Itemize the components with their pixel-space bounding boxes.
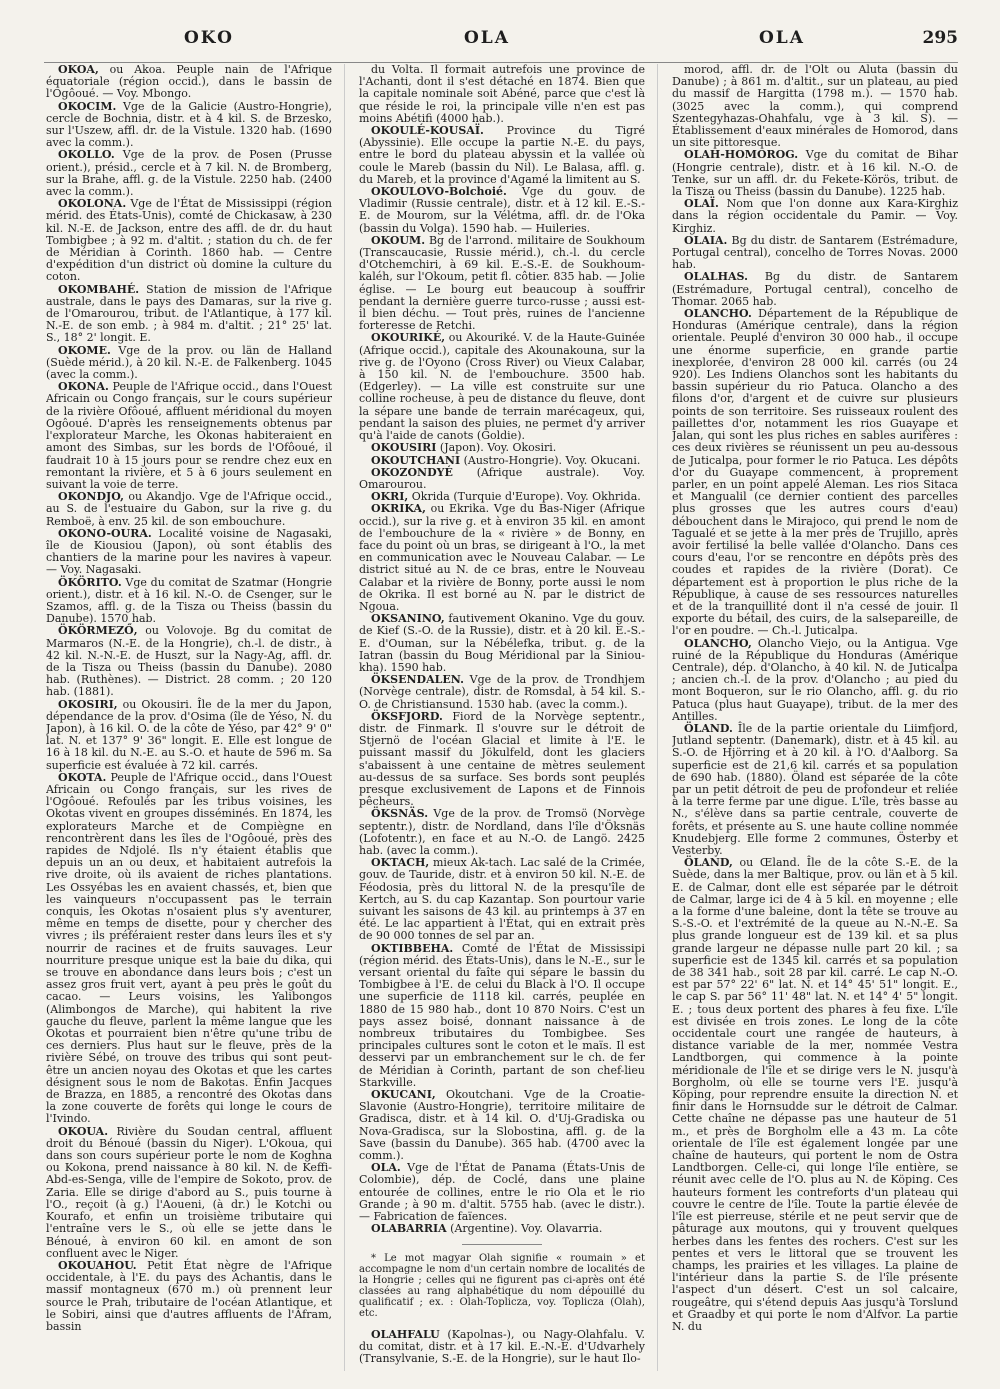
entry-text: Vge du gouv. de Vladimir (Russie centrale), distr. et à 12 kil. E.-S.-E. de Mourom, sur la Vélétma, affl. dr. de l'Oka (bassin du Volga). 1590 hab. — Huileries. xyxy=(359,185,645,235)
dictionary-entry xyxy=(46,345,332,382)
entry-text: (Japon). Voy. Okosiri. xyxy=(436,441,557,455)
entry-text: Okrida (Turquie d'Europe). Voy. Okhrida. xyxy=(408,490,641,504)
entry-headword: OLANCHO. xyxy=(684,307,752,321)
entry-headword: ÖLAND, xyxy=(684,856,733,870)
entry-text: du Volta. Il formait autrefois une province de l'Achanti, dont il s'est détaché en 1874. Bien que la capitale nominale soit Abéné, parce que c'est là que réside le roi, la principale ville n'en est pas moins Abétifi (4000 hab.). xyxy=(359,64,645,125)
entry-headword: OKOUA. xyxy=(58,1124,109,1138)
entry-headword: ÖKSENDALEN. xyxy=(371,673,464,687)
entry-headword: OKOZONDYÉ xyxy=(371,465,453,479)
dictionary-entry xyxy=(46,381,332,491)
entry-headword: OKSANINO, xyxy=(371,612,445,626)
entry-headword: OKOME. xyxy=(58,343,111,357)
dictionary-entry xyxy=(359,1089,645,1162)
entry-headword: OKOULÉ-KOUSAÏ. xyxy=(371,124,484,138)
entry-headword: ÖKSNÄS. xyxy=(371,807,429,821)
entry-headword: OKRIKA, xyxy=(371,502,426,516)
entry-headword: OLAIA. xyxy=(684,233,728,247)
dictionary-entry xyxy=(46,528,332,577)
dictionary-entry xyxy=(359,943,645,1089)
entry-headword: OKTIBBEHA. xyxy=(371,941,454,955)
dictionary-entry xyxy=(46,198,332,283)
text-columns xyxy=(46,64,958,1371)
entry-text: Vge du comitat de Szatmar (Hongrie orient.), distr. et à 16 kil. N.-O. de Csenger, sur le Szamos, affl. g. de la Tisza ou Theiss (bassin du Danube). 1570 hab. xyxy=(46,575,332,626)
dictionary-entry xyxy=(46,577,332,626)
entry-text: Peuple de l'Afrique occid., dans l'Ouest Africain ou Congo français, sur le cours supérieur de la rivière Ofôoué, affluent méridional du moyen Ogôoué. D'après les renseignements obtenus par l'explorateur Marche, les Okonas habiteraient en amont des Simbas, sur les bords de l'Ofôoué, il faudrait 10 à 15 jours pour se rendre chez eux en remontant la rivière, et 5 à 6 jours seulement en suivant la voie de terre. xyxy=(46,380,332,491)
entry-text: Nom que l'on donne aux Kara-Kirghiz dans la région occidentale du Pamir. — Voy. Kirghiz. xyxy=(672,197,958,235)
entry-text: ou Akouriké. V. de la Haute-Guinée (Afrique occid.), capitale des Akounakouna, sur la rive g. de l'Oyono (Cross River) ou Vieux Calabar, à 150 kil. N. de l'embouchure. 3500 hab. (Edgerley). — La ville est construite sur une colline rocheuse, à peu de distance du fleuve, dont la sépare une bande de terrain marécageux, qui, pendant la saison des pluies, ne permet d'y arriver qu'à l'aide de canots (Goldie). xyxy=(359,331,645,443)
entry-headword: OLAH-HOMOROG. xyxy=(684,148,799,162)
entry-headword: OKOLONA. xyxy=(58,197,127,211)
dictionary-entry xyxy=(359,186,645,235)
entry-text: fautivement Okanino. Vge du gouv. de Kief (S.-O. de la Russie), distr. et à 20 kil. E.-S.-E. d'Ouman, sur la Nébélefka, tribut. g. de la Iatran (bassin du Boug Méridional par la Siniou-kha). 1590 hab. xyxy=(359,612,645,674)
entry-headword: OKONA. xyxy=(58,380,109,394)
dictionary-entry xyxy=(672,149,958,198)
entry-text: Vge de l'État de Panama (États-Unis de Colombie), dép. de Coclé, dans une plaine entourée de collines, entre le rio Ola et le rio Grande ; à 90 m. d'altit. 5755 hab. (avec le distr.). — Fabrication de faïences. xyxy=(359,1161,645,1224)
footnote-separator xyxy=(462,1244,542,1245)
entry-headword: OKOURIKÉ, xyxy=(371,331,446,345)
entry-text: ou Akoa. Peuple nain de l'Afrique équatoriale (région occid.), dans le bassin de l'Ogôoué. — Voy. Mbongo. xyxy=(46,64,332,101)
dictionary-entry xyxy=(46,64,332,101)
entry-text: Okoutchani. Vge de la Croatie-Slavonie (Austro-Hongrie), territoire militaire de Gradisca, distr. et à 14 kil. O. d'Uj-Gradiska ou Nova-Gradisca, sur la Slobostina, affl. g. de la Save (bassin du Danube). 365 hab. (4700 avec la comm.). xyxy=(359,1088,645,1163)
entry-text: Vge de la prov. de Tromsö (Norvège septentr.), distr. de Nordland, dans l'île d'Öksnäs (Lofotentr.), en face et au N.-O. de Langö. 2425 hab. (avec la comm.). xyxy=(359,807,645,857)
entry-text: (Austro-Hongrie). Voy. Okucani. xyxy=(460,453,641,467)
dictionary-entry xyxy=(359,332,645,442)
entry-text: (Argentine). Voy. Olavarria. xyxy=(446,1222,603,1236)
entry-text: ou Œland. Île de la côte S.-E. de la Suède, dans la mer Baltique, prov. ou län et à 5 kil. E. de Calmar, dont elle est séparée par le détroit de Calmar, large ici de 4 à 5 kil. en moyenne ; elle a la forme d'une baleine, dont la tête se trouve au S.-S.-O. et l'extrémité de la queue au N.-N.-E. Sa plus grande longueur est de 139 kil. et sa plus grande largeur ne dépasse nulle part 20 kil. ; sa superficie est de 1345 kil. carrés et sa population de 38 341 hab., soit 28 par kil. carré. Le cap N.-O. est par 57° 22' 6" lat. N. et 14° 45' 51" longit. E., le cap S. par 56° 11' 48" lat. N. et 14° 4' 5" longit. E. ; tous deux portent des phares à feu fixe. L'île est divisée en trois zones. Le long de la côte occidentale court une rangée de hauteurs, à distance variable de la mer, nommée Vestra Landtborgen, qui commence à la pointe méridionale de l'île et se dirige vers le N. jusqu'à Borgholm, où elle se tourne vers l'E. jusqu'à Köping, pour reprendre ensuite la direction N. et finir dans le Hornsudde sur le détroit de Calmar. Cette chaîne ne dépasse pas une hauteur de 51 m., et près de Borgholm elle a 43 m. La côte orientale de l'île est également longée par une chaîne de hauteurs, qui portent le nom de Ostra Landtborgen. Celle-ci, qui longe l'île entière, se réunit avec celle de l'O. plus au N. de Köping. Ces hauteurs forment les contreforts d'un plateau qui couvre le centre de l'île. Toute la partie élevée de l'île est pierreuse, stérile et ne peut servir que de pâturage aux moutons, qui y trouvent quelques herbes dans les fentes des rochers. C'est sur les pentes et vers le littoral que se trouvent les champs, les prairies et les villages. La plaine de l'intérieur dans la partie S. de l'île présente l'aspect d'un désert. C'est un sol calcaire, rougeâtre, qui s'étend depuis Aas jusqu'à Torslund et Graadby et qui porte le nom d'Alfvor. La partie N. du xyxy=(672,856,958,1333)
entry-text: Bg du distr. de Santarem (Estrémadure, Portugal central), concelho de Torres Novas. 2000 hab. xyxy=(672,233,958,272)
entry-text: Petit État nègre de l'Afrique occidentale, à l'E. du pays des Achantis, dans le massif montagneux (670 m.) où prennent leur source le Prah, tributaire de l'océan Atlantique, et le Sobiri, ainsi que d'autres affluents de l'Afram, bassin xyxy=(46,1258,332,1333)
dictionary-entry xyxy=(672,235,958,272)
dictionary-entry xyxy=(672,857,958,1333)
entry-headword: OKOCIM. xyxy=(58,99,117,113)
entry-text: Vge de la prov. ou län de Halland (Suède mérid.), à 20 kil. N.-E. de Falkenberg. 1045 (avec la comm.). xyxy=(46,343,332,382)
dictionary-entry xyxy=(46,625,332,698)
entry-text: Rivière du Soudan central, affluent droit du Bénoué (bassin du Niger). L'Okoua, qui dans son cours supérieur porte le nom de Koghna ou Kokona, prend naissance à 80 kil. N. de Keffi-Abd-es-Senga, ville de l'empire de Sokoto, prov. de Zaria. Elle se dirige d'abord au S., puis tourne à l'O., reçoit (à g.) l'Aoueni, (à dr.) le Kotchi ou Kourafo, et enfin un troisième tributaire qui l'entraîne vers le S., où elle se jette dans le Bénoué, à environ 60 kil. en amont de son confluent avec le Niger. xyxy=(46,1124,332,1260)
column-2 xyxy=(359,64,658,1371)
entry-text: Vge de l'État de Mississippi (région mérid. des États-Unis), comté de Chickasaw, à 230 kil. N.-E. de Jackson, entre des affl. de dr. du haut Tombigbee ; à 92 m. d'altit. ; station du ch. de fer de Méridian à Corinth. 1860 hab. — Centre d'expédition d'un district où domine la culture du coton. xyxy=(46,197,332,284)
entry-headword: OKOUSIRI xyxy=(371,441,437,455)
entry-text: Province du Tigré (Abyssinie). Elle occupe la partie N.-E. du pays, entre le bord du plateau abyssin et la vallée où coule le Mareb (bassin du Nil). Le Balasa, affl. g. du Mareb, et la province d'Agamé la limitent au S. xyxy=(359,124,645,186)
entry-text: ou Volovoje. Bg du comitat de Marmaros (N.-E. de la Hongrie), ch.-l. de distr., à 42 kil. N.-N.-E. de Huszt, sur la Nagy-Ag, affl. dr. de la Tisza ou Theiss (bassin du Danube). 2080 hab. (Ruthènes). — District. 28 comm. ; 20 120 hab. (1881). xyxy=(46,624,332,699)
dictionary-entry xyxy=(359,808,645,857)
dictionary-entry xyxy=(359,674,645,711)
entry-text: morod, affl. dr. de l'Olt ou Aluta (bassin du Danube) ; à 861 m. d'altit., sur un plateau, au pied du massif de Hargitta (1798 m.). — 1570 hab. (3025 avec la comm.), qui comprend Szentegyhazas-Ohahfalu, vge à 3 kil. S). — Établissement d'eaux minérales de Homorod, dans un site pittoresque. xyxy=(672,64,958,150)
entry-text: Vge du comitat de Bihar (Hongrie centrale), distr. et à 16 kil. N.-O. de Tenke, sur un affl. dr. du Fekete-Körös, tribut. de la Tisza ou Theiss (bassin du Danube). 1225 hab. xyxy=(672,148,958,199)
header-left-keyword: OKO xyxy=(184,28,234,48)
entry-text: Comté de l'État de Mississipi (région mérid. des États-Unis), dans le N.-E., sur le versant oriental du faîte qui sépare le bassin du Tombigbee à l'E. de celui du Black à l'O. Il occupe une superficie de 1118 kil. carrés, peuplée en 1880 de 15 980 hab., dont 10 870 Noirs. C'est un pays assez boisé, donnant naissance à de nombreux tributaires du Tombigbee. Ses principales cultures sont le coton et le maïs. Il est desservi par un embranchement sur le ch. de fer de Méridian à Corinth, partant de son chef-lieu Starkville. xyxy=(359,941,645,1089)
entry-headword: OKTACH, xyxy=(371,856,430,870)
dictionary-entry xyxy=(359,64,645,125)
entry-headword: OKOUTCHANI xyxy=(371,453,461,467)
entry-headword: OKOA, xyxy=(58,64,99,76)
entry-text: Île de la partie orientale du Liimfjord, Jutland septentr. (Danemark), distr. et à 45 kil. au S.-O. de Hjörring et à 20 kil. à l'O. d'Aalborg. Sa superficie est de 21,6 kil. carrés et sa population de 690 hab. (1880). Öland est séparée de la côte par un petit détroit de peu de profondeur et reliée à la terre ferme par une digue. L'île, très basse au N., s'élève dans sa partie centrale, couverte de forêts, et présente au S. une haute colline nommée Knudebjerg. Elle forme 2 communes, Österby et Vesterby. xyxy=(672,721,958,857)
entry-headword: OKOMBAHÉ. xyxy=(58,282,140,296)
dictionary-entry xyxy=(672,198,958,235)
dictionary-entry xyxy=(359,613,645,674)
entry-headword: ÖLAND. xyxy=(684,721,733,735)
entry-headword: OKOULOVO-Bolchoié. xyxy=(371,185,507,199)
dictionary-entry xyxy=(672,308,958,637)
entry-headword: OLAÏ. xyxy=(684,197,719,211)
dictionary-entry xyxy=(46,1126,332,1260)
entry-text: Bg de l'arrond. militaire de Soukhoum (Transcaucasie, Russie mérid.), ch.-l. du cercle d'Otchemchiri, à 69 kil. E.-S.-E. de Soukhoum-kaléh, sur l'Okoum, petit fl. côtier. 835 hab. — Jolie église. — Le bourg eut beaucoup à souffrir pendant la dernière guerre turco-russe ; aussi est-il bien déchu. — Tout près, ruines de l'ancienne forteresse de Retchi. xyxy=(359,233,645,333)
entry-text: (Afrique australe). Voy. Omarourou. xyxy=(359,465,645,491)
dictionary-entry xyxy=(359,467,645,491)
entry-text: Vge de la prov. de Posen (Prusse orient.), présid., cercle et à 7 kil. N. de Bromberg, sur la Brahe, affl. g. de la Vistule. 2250 hab. (2400 avec la comm.). xyxy=(46,148,332,199)
entry-headword: OKOLLO. xyxy=(58,148,115,162)
dictionary-entry xyxy=(672,638,958,723)
entry-text: mieux Ak-tach. Lac salé de la Crimée, gouv. de Tauride, distr. et à environ 50 kil. N.-E. de Féodosia, près du littoral N. de la presqu'île de Kertch, au S. du cap Kazantap. Son pourtour varie suivant les saisons de 43 kil. au printemps à 37 en été. Le lac appartient à l'État, qui en extrait près de 90 000 tonnes de sel par an. xyxy=(359,856,645,943)
dictionary-entry xyxy=(672,64,958,149)
entry-text: Bg du distr. de Santarem (Estrémadure, Portugal central), concelho de Thomar. 2065 hab. xyxy=(672,270,958,308)
column-1 xyxy=(46,64,345,1371)
dictionary-entry xyxy=(46,491,332,528)
entry-headword: OKUCANI, xyxy=(371,1088,436,1102)
dictionary-entry xyxy=(46,772,332,1126)
entry-text: Peuple de l'Afrique occid., dans l'Ouest Africain ou Congo français, sur les rives de l'Ogôoué. Refoulés par les tribus voisines, les Okotas vivent en groupes disséminés. En 1874, les explorateurs Marche et de Compiègne en rencontrèrent dans les îles de l'Ogôoué, près des rapides de Ndjolé. Ils n'y étaient établis que depuis un an ou deux, et habitaient autrefois la rive droite, où ils avaient de riches plantations. Les Ossyébas les en avaient chassés, et, bien que les vainqueurs n'occupassent pas le terrain conquis, les Okotas n'osaient plus s'y aventurer, même en temps de disette, pour y chercher des vivres ; ils préféraient rester dans leurs îles et s'y nourrir de racines et de fruits sauvages. Leur nourriture presque unique est la baie du dika, qui se trouve en abondance dans leurs bois ; c'est un assez gros fruit vert, ayant à peu près le goût du cacao. — Leurs voisins, les Yalibongos (Alimbongos de Marche), qui habitent la rive gauche du fleuve, parlent la même langue que les Okotas et pourraient bien n'être qu'une tribu de ces derniers. Plus haut sur le fleuve, près de la rivière Sébé, on trouve des tribus qui sont peut-être un ancien noyau des Okotas et que les cartes désignent sous le nom de Bakotas. Enfin Jacques de Brazza, en 1885, a rencontré des Okotas dans la zone couverte de forêts qui longe le cours de l'Ivindo. xyxy=(46,770,332,1126)
entry-text: Localité voisine de Nagasaki, île de Kiousiou (Japon), où sont établis des chantiers de la marine pour les navires à vapeur. — Voy. Nagasaki. xyxy=(46,526,332,577)
entry-text: Station de mission de l'Afrique australe, dans le pays des Damaras, sur la rive g. de l'Omarourou, tribut. de l'Atlantique, à 177 kil. N.-E. de son emb. ; à 984 m. d'altit. ; 21° 25' lat. S., 18° 2' longit. E. xyxy=(46,282,332,345)
dictionary-entry xyxy=(46,149,332,198)
entry-text: Département de la République de Honduras (Amérique centrale), dans la région orientale. Peuplé d'environ 30 000 hab., il occupe une énorme superficie, en grande partie inexplorée, d'environ 28 000 kil. carrés (ou 24 920). Les Indiens Olanchos sont les habitants du bassin supérieur du rio Patuca. Olancho a des filons d'or, d'argent et de cuivre sur plusieurs points de son territoire. Ses ruisseaux roulent des paillettes d'or, notamment les rios Guayape et Jalan, qui sont les plus riches en sables aurifères : ces deux rivières se réunissent un peu au-dessous de Juticalpa, pour former le rio Patuca. Les dépôts d'or du Guayape commencent, à proprement parler, en un point appelé Aleman. Les rios Sitaca et Mangualil (ce dernier contient des parcelles plus grosses que les autres cours d'eau) débouchent dans le Mirajoco, qui prend le nom de Tagualé et se jette à la mer près de Trujillo, après avoir fertilisé la belle vallée d'Olancho. Dans ces cours d'eau, l'or se rencontre en dépôts près des coudes et rapides de la rivière (Dorat). Ce département est à proportion le plus riche de la République, à cause de ses ressources naturelles et de la tranquillité dont il n'a cessé de jouir. Il exporte du bétail, des cuirs, de la salsepareille, de l'or en poudre. — Ch.-l. Juticalpa. xyxy=(672,307,958,638)
entry-headword: OKOUM. xyxy=(371,233,426,247)
running-header xyxy=(44,22,958,63)
entry-headword: ÖKÖRMEZŐ, xyxy=(58,624,138,638)
dictionary-entry xyxy=(46,284,332,345)
entry-text: Olancho Viejo, ou la Antigua. Vge ruiné de la République du Honduras (Amérique Centrale), dép. d'Olancho, à 40 kil. N. de Juticalpa ; ancien ch.-l. de la prov. d'Olancho ; au pied du mont Boqueron, sur le rio Olancho, affl. g. du rio Patuca (plus haut Guayape), tribut. de la mer des Antilles. xyxy=(672,636,958,723)
dictionary-entry xyxy=(46,1260,332,1333)
header-right-keyword: OLA xyxy=(759,28,805,48)
entry-headword: OKOUAHOU. xyxy=(58,1258,137,1272)
entry-headword: OLAHFALU xyxy=(371,1327,440,1341)
entry-text: ou Okousiri. Île de la mer du Japon, dépendance de la prov. d'Osima (île de Yéso, N. du Japon), à 16 kil. O. de la côte de Yéso, par 42° 9' 0" lat. N. et 137° 9' 36" longit. E. Elle est longue de 16 à 18 kil. du N.-E. au S.-O. et haute de 596 m. Sa superficie est évaluée à 72 kil. carrés. xyxy=(46,697,332,772)
dictionary-entry xyxy=(359,1223,645,1235)
dictionary-entry xyxy=(46,101,332,150)
entry-text: ou Ekrika. Vge du Bas-Niger (Afrique occid.), sur la rive g. et à environ 35 kil. en amont de l'embouchure de la « rivière » de Bonny, en face du point où un bras, se dirigeant à l'O., la met en communication avec le Nouveau Calabar. — Le district situé au N. de ce bras, entre le Nouveau Calabar et la rivière de Bonny, porte aussi le nom de Okrika. Il est borné au N. par le district de Ngoua. xyxy=(359,502,645,613)
entry-text: (Kapolnas-), ou Nagy-Olahfalu. V. du comitat, distr. et à 17 kil. E.-N.-E. d'Udvarhely (Transylvanie, S.-E. de la Hongrie), sur le haut Ilo- xyxy=(359,1327,645,1365)
footnote: * Le mot magyar Olah signifie « roumain » et accompagne le nom d'un certain nombre de localités de la Hongrie ; celles qui ne figurent pas ci-après ont été classées au rang alphabétique du nom dépouillé du qualificatif ; ex. : Olah-Toplicza, voy. Toplicza (Olah), etc. xyxy=(359,1252,645,1319)
entry-headword: ÖKSFJORD. xyxy=(371,709,443,723)
entry-text: Fiord de la Norvège septentr., distr. de Finmark. Il s'ouvre sur le détroit de Stjernö de l'océan Glacial et limite à l'E. le puissant massif du Jökulfeld, dont les glaciers s'abaissent à une centaine de mètres seulement au-dessus de sa surface. Ses bords sont peuplés presque exclusivement de Lapons et de Finnois pêcheurs. xyxy=(359,709,645,809)
entry-headword: OKRI, xyxy=(371,490,409,504)
dictionary-entry xyxy=(359,1329,645,1366)
dictionary-entry xyxy=(359,711,645,809)
dictionary-entry xyxy=(359,1162,645,1223)
entry-text: Vge de la prov. de Trondhjem (Norvège centrale), distr. de Romsdal, à 54 kil. S.-O. de Christiansund. 1530 hab. (avec la comm.). xyxy=(359,673,645,711)
dictionary-entry xyxy=(359,235,645,333)
entry-text: Vge de la Galicie (Austro-Hongrie), cercle de Bochnia, distr. et à 4 kil. S. de Brzesko, sur l'Uszew, affl. dr. de la Vistule. 1320 hab. (1690 avec la comm.). xyxy=(46,99,332,150)
page-number: 295 xyxy=(922,28,958,48)
dictionary-entry xyxy=(672,271,958,308)
column-3 xyxy=(672,64,958,1371)
header-center-keyword: OLA xyxy=(464,28,510,48)
entry-headword: OLALHAS. xyxy=(684,270,748,284)
entry-headword: OLA. xyxy=(371,1161,401,1175)
dictionary-entry xyxy=(672,723,958,857)
dictionary-entry xyxy=(359,125,645,186)
entry-text: ou Akandjo. Vge de l'Afrique occid., au S. de l'estuaire du Gabon, sur la rive g. du Remboë, à env. 25 kil. de son embouchure. xyxy=(46,490,332,528)
entry-headword: OKONDJO, xyxy=(58,490,124,504)
entry-headword: OLANCHO, xyxy=(684,636,752,650)
dictionary-entry xyxy=(359,503,645,613)
entry-headword: ÖKÖRITO. xyxy=(58,575,122,589)
dictionary-entry xyxy=(46,699,332,772)
entry-headword: OLABARRIA xyxy=(371,1222,447,1236)
entry-headword: OKOSIRI, xyxy=(58,697,118,711)
dictionary-entry xyxy=(359,857,645,942)
entry-headword: OKOTA. xyxy=(58,770,107,784)
entry-headword: OKONO-OURA. xyxy=(58,526,152,540)
